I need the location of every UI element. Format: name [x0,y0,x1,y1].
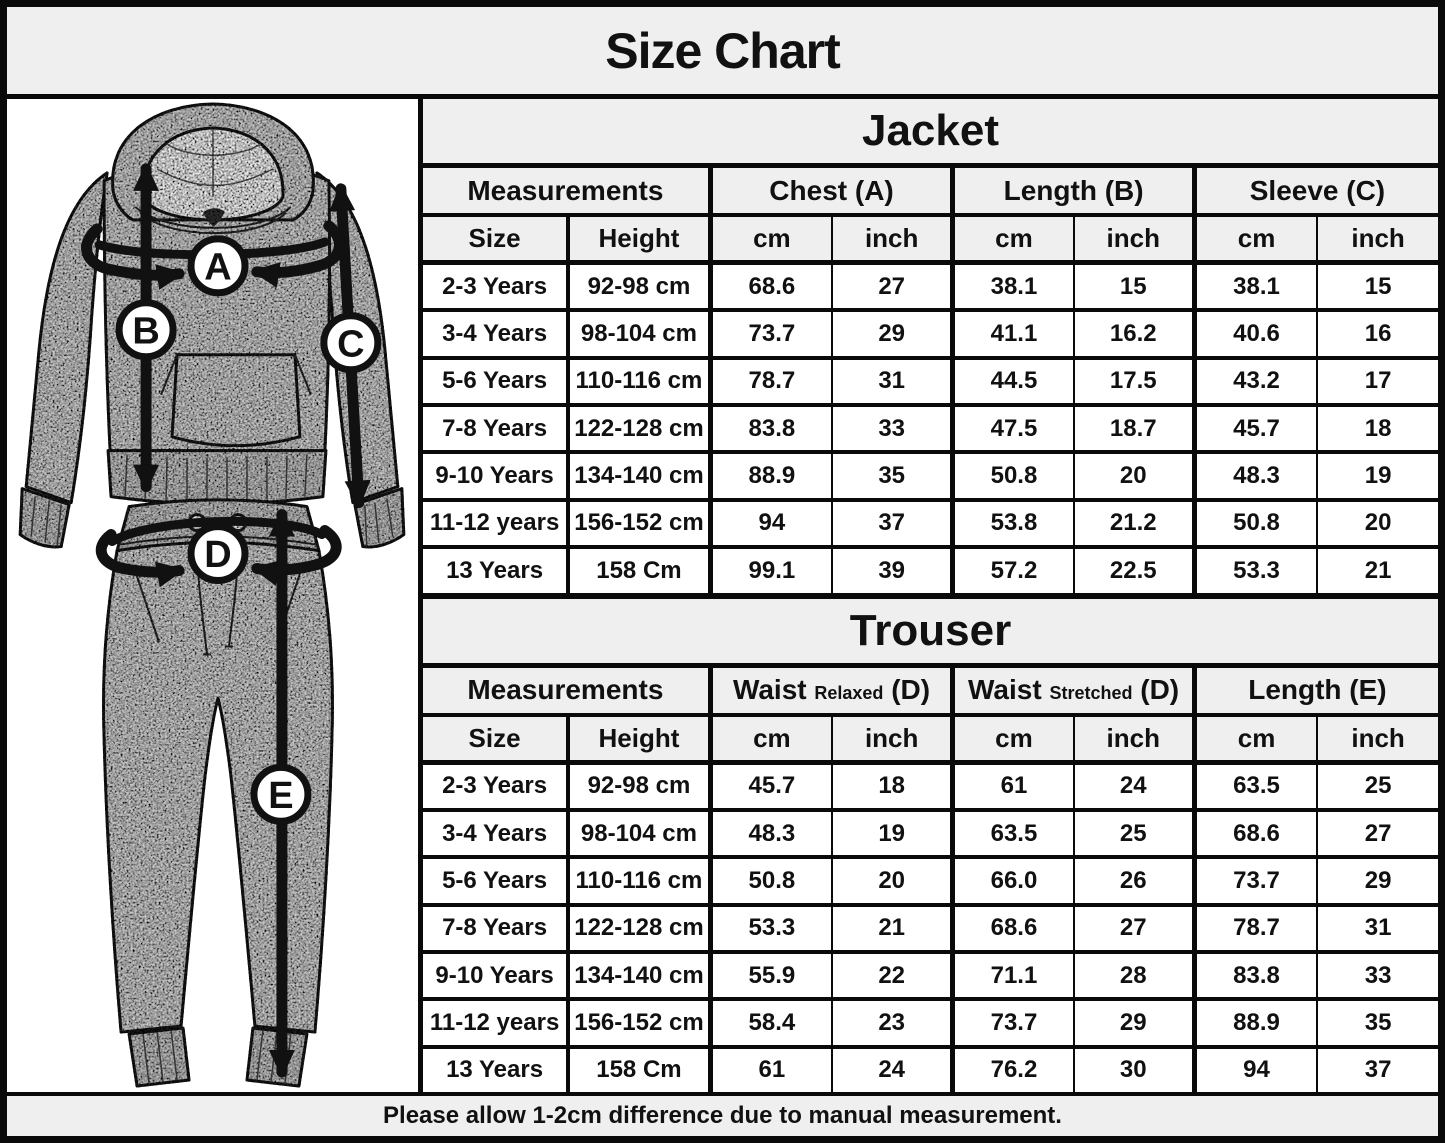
jacket-section [423,99,1438,593]
table-cell: 24 [832,1047,953,1092]
table-row [423,547,1438,592]
table-cell: 99.1 [710,547,832,592]
table-cell: 31 [1317,905,1438,952]
svg-text:A: A [204,246,232,289]
table-cell: 156-152 cm [568,999,710,1046]
table-cell: 134-140 cm [568,952,710,999]
svg-text:D: D [204,534,232,577]
trouser-size-table [423,668,1438,1093]
table-cell: 48.3 [710,810,832,857]
table-cell: 29 [832,310,953,357]
table-cell: 63.5 [1194,762,1317,810]
table-cell: 27 [1317,810,1438,857]
table-cell: 24 [1074,762,1195,810]
table-cell: 73.7 [710,310,832,357]
trouser-group-header-row [423,668,1438,715]
table-cell: 21 [1317,547,1438,592]
table-cell: 20 [832,857,953,904]
table-cell: 50.8 [953,452,1074,499]
table-cell: 63.5 [953,810,1074,857]
table-cell: 17.5 [1074,358,1195,405]
measure-label-a [191,239,245,293]
table-cell: 88.9 [710,452,832,499]
table-row [423,905,1438,952]
measure-label-c [324,316,378,370]
table-cell: 61 [710,1047,832,1092]
table-cell: 88.9 [1194,999,1317,1046]
main-content [7,99,1438,1092]
table-cell: 45.7 [710,762,832,810]
table-cell: 78.7 [1194,905,1317,952]
table-cell: 18 [1317,405,1438,452]
table-cell: 122-128 cm [568,905,710,952]
column-header-height: Height [568,215,710,263]
jacket-group-header-row [423,168,1438,215]
svg-text:E: E [268,774,294,817]
table-cell: 15 [1317,263,1438,311]
table-row [423,358,1438,405]
waist-stretched-qualifier: Stretched [1049,683,1133,703]
table-cell: 29 [1317,857,1438,904]
column-header-inch: inch [832,715,953,763]
table-cell: 33 [1317,952,1438,999]
column-group-waist-relaxed [710,668,953,715]
table-cell: 110-116 cm [568,857,710,904]
table-cell: 18.7 [1074,405,1195,452]
column-group-sleeve: Sleeve (C) [1194,168,1438,215]
table-cell: 33 [832,405,953,452]
table-cell: 26 [1074,857,1195,904]
table-row [423,999,1438,1046]
trouser-title: Trouser [423,599,1438,668]
waist-relaxed-suffix: (D) [891,674,931,705]
table-cell: 98-104 cm [568,810,710,857]
table-cell: 21 [832,905,953,952]
table-cell: 122-128 cm [568,405,710,452]
measure-label-b [119,303,173,357]
table-cell: 7-8 Years [423,405,568,452]
table-cell: 98-104 cm [568,310,710,357]
svg-text:C: C [337,323,365,366]
table-cell: 3-4 Years [423,810,568,857]
table-cell: 158 Cm [568,1047,710,1092]
column-header-cm: cm [710,715,832,763]
table-cell: 66.0 [953,857,1074,904]
column-header-cm: cm [953,715,1074,763]
column-group-length: Length (B) [953,168,1195,215]
table-row [423,810,1438,857]
table-cell: 25 [1317,762,1438,810]
table-cell: 23 [832,999,953,1046]
size-tables [423,99,1438,1092]
table-cell: 30 [1074,1047,1195,1092]
table-cell: 13 Years [423,547,568,592]
waist-stretched-suffix: (D) [1140,674,1180,705]
table-cell: 5-6 Years [423,857,568,904]
table-cell: 3-4 Years [423,310,568,357]
jacket-title: Jacket [423,99,1438,168]
table-row [423,263,1438,311]
table-cell: 13 Years [423,1047,568,1092]
table-cell: 39 [832,547,953,592]
table-cell: 35 [832,452,953,499]
column-group-chest: Chest (A) [710,168,953,215]
table-cell: 31 [832,358,953,405]
table-cell: 9-10 Years [423,452,568,499]
table-cell: 50.8 [710,857,832,904]
table-cell: 50.8 [1194,500,1317,547]
table-row [423,500,1438,547]
measure-label-e [254,767,308,821]
column-header-cm: cm [1194,215,1317,263]
table-cell: 35 [1317,999,1438,1046]
column-group-measurements: Measurements [423,668,710,715]
column-header-inch: inch [1317,215,1438,263]
table-cell: 110-116 cm [568,358,710,405]
table-cell: 92-98 cm [568,263,710,311]
table-cell: 43.2 [1194,358,1317,405]
table-cell: 2-3 Years [423,263,568,311]
waist-stretched-main: Waist [968,674,1042,705]
table-cell: 68.6 [953,905,1074,952]
table-cell: 11-12 years [423,999,568,1046]
table-cell: 27 [832,263,953,311]
table-cell: 7-8 Years [423,905,568,952]
table-cell: 83.8 [1194,952,1317,999]
table-cell: 68.6 [710,263,832,311]
table-row [423,952,1438,999]
table-cell: 53.8 [953,500,1074,547]
column-group-trouser-length: Length (E) [1194,668,1438,715]
table-cell: 76.2 [953,1047,1074,1092]
column-header-inch: inch [1317,715,1438,763]
table-row [423,310,1438,357]
table-cell: 92-98 cm [568,762,710,810]
table-cell: 27 [1074,905,1195,952]
table-cell: 41.1 [953,310,1074,357]
table-cell: 5-6 Years [423,358,568,405]
table-cell: 73.7 [953,999,1074,1046]
table-cell: 44.5 [953,358,1074,405]
table-cell: 2-3 Years [423,762,568,810]
trouser-table-body [423,762,1438,1092]
jacket-size-table [423,168,1438,593]
table-row [423,857,1438,904]
table-cell: 38.1 [953,263,1074,311]
waist-relaxed-qualifier: Relaxed [814,683,884,703]
table-cell: 68.6 [1194,810,1317,857]
table-cell: 16.2 [1074,310,1195,357]
jacket-subheader-row [423,215,1438,263]
table-cell: 17 [1317,358,1438,405]
table-cell: 11-12 years [423,500,568,547]
jacket-table-body [423,263,1438,593]
column-header-cm: cm [953,215,1074,263]
table-cell: 83.8 [710,405,832,452]
waist-relaxed-main: Waist [732,674,807,705]
trouser-section [423,593,1438,1093]
table-cell: 94 [1194,1047,1317,1092]
column-header-height: Height [568,715,710,763]
table-cell: 28 [1074,952,1195,999]
table-cell: 22 [832,952,953,999]
table-cell: 61 [953,762,1074,810]
table-cell: 15 [1074,263,1195,311]
table-cell: 20 [1317,500,1438,547]
table-cell: 40.6 [1194,310,1317,357]
measure-label-d [191,527,245,581]
table-cell: 16 [1317,310,1438,357]
column-header-size: Size [423,715,568,763]
table-row [423,762,1438,810]
column-header-cm: cm [710,215,832,263]
column-header-inch: inch [1074,215,1195,263]
table-cell: 58.4 [710,999,832,1046]
table-cell: 156-152 cm [568,500,710,547]
table-cell: 94 [710,500,832,547]
table-cell: 9-10 Years [423,952,568,999]
table-cell: 57.2 [953,547,1074,592]
table-cell: 22.5 [1074,547,1195,592]
trouser-subheader-row [423,715,1438,763]
page-title: Size Chart [7,7,1438,99]
table-row [423,452,1438,499]
garment-illustration [7,99,418,1092]
table-cell: 19 [832,810,953,857]
table-cell: 45.7 [1194,405,1317,452]
table-cell: 37 [1317,1047,1438,1092]
table-cell: 71.1 [953,952,1074,999]
column-group-waist-stretched [953,668,1195,715]
table-cell: 19 [1317,452,1438,499]
footer-note: Please allow 1-2cm difference due to manual measurement. [7,1092,1438,1136]
table-cell: 37 [832,500,953,547]
svg-text:B: B [132,310,160,353]
table-cell: 78.7 [710,358,832,405]
table-cell: 47.5 [953,405,1074,452]
table-cell: 25 [1074,810,1195,857]
table-row [423,1047,1438,1092]
garment-illustration-panel [7,99,423,1092]
table-cell: 18 [832,762,953,810]
table-cell: 48.3 [1194,452,1317,499]
table-cell: 55.9 [710,952,832,999]
table-cell: 158 Cm [568,547,710,592]
column-header-cm: cm [1194,715,1317,763]
table-cell: 20 [1074,452,1195,499]
table-cell: 134-140 cm [568,452,710,499]
table-cell: 73.7 [1194,857,1317,904]
table-cell: 21.2 [1074,500,1195,547]
table-cell: 53.3 [710,905,832,952]
table-cell: 53.3 [1194,547,1317,592]
column-header-inch: inch [1074,715,1195,763]
column-header-inch: inch [832,215,953,263]
column-header-size: Size [423,215,568,263]
table-cell: 38.1 [1194,263,1317,311]
column-group-measurements: Measurements [423,168,710,215]
table-row [423,405,1438,452]
table-cell: 29 [1074,999,1195,1046]
